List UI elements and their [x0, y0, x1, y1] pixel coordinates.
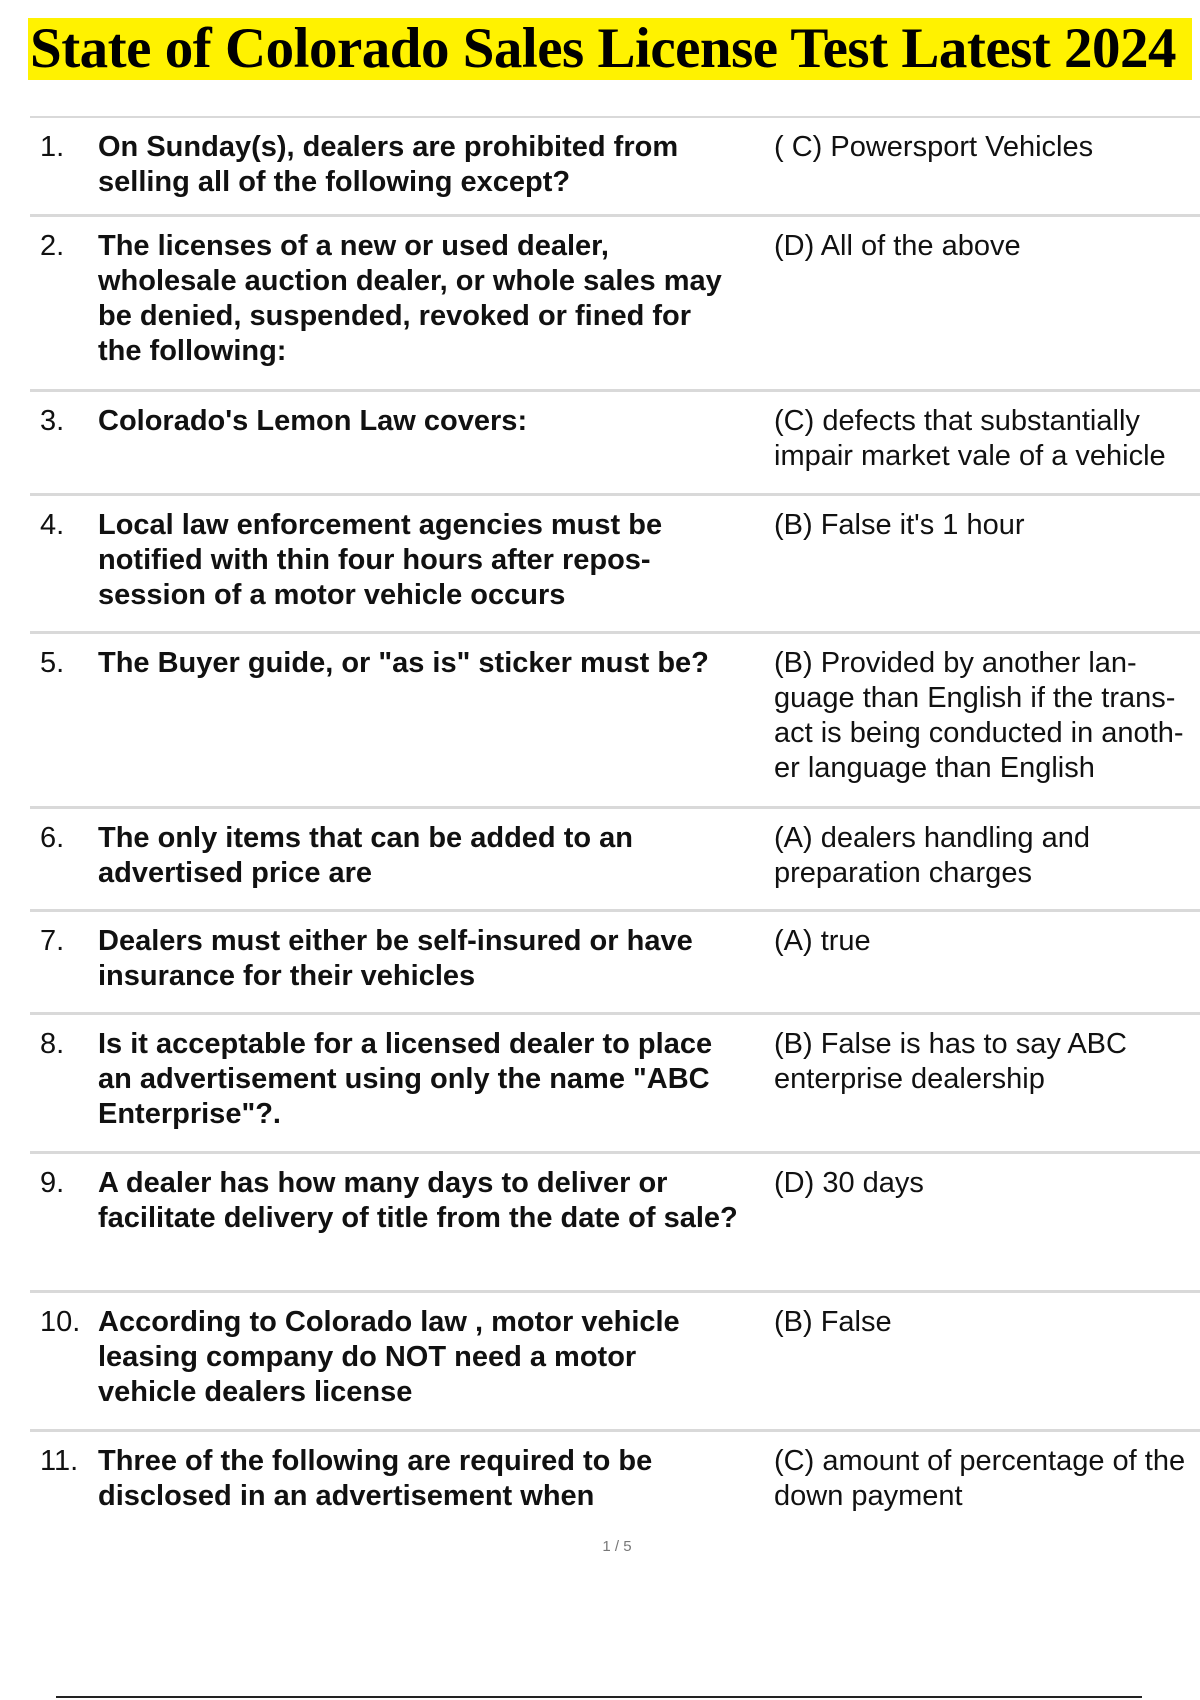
- qa-row: [30, 496, 1200, 634]
- qa-row: [30, 1432, 1200, 1528]
- footer-divider: [56, 1696, 1142, 1698]
- answer-text: (B) False is has to say ABC enterprise dealership: [774, 1028, 1127, 1095]
- question-text: A dealer has how many days to deliver or facilitate delivery of title from the date of sale?: [98, 1167, 738, 1234]
- qa-row: [30, 1015, 1200, 1154]
- question-answer-list: [30, 116, 1200, 1528]
- answer-text: ( C) Powersport Vehicles: [774, 131, 1094, 163]
- answer-text: (A) dealers handling and preparation charges: [774, 822, 1090, 889]
- answer-text: (A) true: [774, 925, 871, 957]
- question-number: 2.: [40, 230, 65, 262]
- qa-row: [30, 912, 1200, 1015]
- question-number: 1.: [40, 131, 65, 163]
- page-indicator: 1 / 5: [602, 1538, 632, 1555]
- qa-row: [30, 217, 1200, 392]
- qa-row: [30, 118, 1200, 217]
- question-text: The Buyer guide, or "as is" sticker must be?: [98, 647, 709, 679]
- question-number: 7.: [40, 925, 65, 957]
- page-title: State of Colorado Sales License Test Latest 2024: [30, 17, 1177, 80]
- question-text: According to Colorado law , motor vehicle leasing company do NOT need a motor vehicle dealers license: [98, 1306, 680, 1408]
- answer-text: (D) All of the above: [774, 230, 1021, 262]
- qa-row: [30, 392, 1200, 496]
- answer-text: (C) amount of percentage of the down payment: [774, 1445, 1186, 1512]
- answer-text: (D) 30 days: [774, 1167, 924, 1199]
- question-text: Three of the following are required to be disclosed in an advertisement when: [98, 1445, 653, 1512]
- qa-row: [30, 1154, 1200, 1293]
- qa-row: [30, 809, 1200, 912]
- answer-text: (B) False it's 1 hour: [774, 509, 1025, 541]
- question-number: 6.: [40, 822, 65, 854]
- question-number: 10.: [40, 1306, 81, 1338]
- question-number: 5.: [40, 647, 65, 679]
- question-text: On Sunday(s), dealers are prohibited from selling all of the following except?: [98, 131, 679, 198]
- question-number: 8.: [40, 1028, 65, 1060]
- question-text: Is it acceptable for a licensed dealer to place an advertisement using only the name "ABC Enterprise"?.: [98, 1028, 713, 1130]
- question-text: Colorado's Lemon Law covers:: [98, 405, 528, 437]
- qa-row: [30, 1293, 1200, 1432]
- answer-text: (B) False: [774, 1306, 892, 1338]
- question-number: 11.: [40, 1445, 79, 1477]
- question-text: The only items that can be added to an advertised price are: [98, 822, 633, 889]
- question-text: Local law enforcement agencies must be notified with thin four hours after repos- session of a motor vehicle occurs: [98, 509, 663, 611]
- answer-text: (C) defects that substantially impair market vale of a vehicle: [774, 405, 1166, 472]
- question-text: The licenses of a new or used dealer, wholesale auction dealer, or whole sales may be denied, suspended, revoked or fined for the following:: [98, 230, 722, 367]
- question-text: Dealers must either be self-insured or have insurance for their vehicles: [98, 925, 693, 992]
- question-number: 9.: [40, 1167, 65, 1199]
- question-number: 3.: [40, 405, 65, 437]
- qa-row: [30, 634, 1200, 809]
- question-number: 4.: [40, 509, 65, 541]
- answer-text: (B) Provided by another lan- guage than English if the trans- act is being conducted in anoth- er language than English: [774, 647, 1184, 784]
